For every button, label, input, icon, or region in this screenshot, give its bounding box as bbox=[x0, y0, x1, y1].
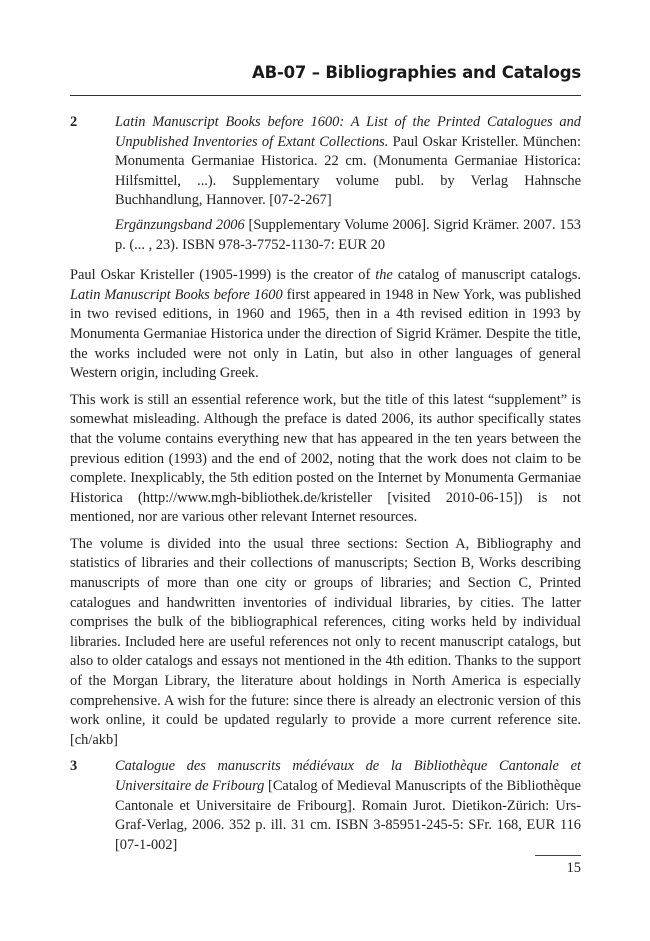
review-paragraph-2: This work is still an essential reference work, but the title of this latest “supplement” is somewhat misleading. Although the preface is dated 2006, its author specifically states that the volume contains everything new that has appeared in the ten years between the previous edition (1993) and the end of 2002, noting that the work does not claim to be complete. Inexplicably, the 5th edition posted on the Internet by Monumenta Germaniae Historica (http://www.mgh-bibliothek.de/kristeller [visited 2010-06-15]) is not mentioned, nor are various other relevant Internet resources. bbox=[70, 391, 581, 526]
text-run: catalog of manuscript catalogs. bbox=[392, 267, 581, 284]
supplement-details: [Supplementary Volume 2006]. Sigrid Krämer. 2007. 153 p. (... , 23). ISBN 978-3-7752-1130-7: EUR 20 bbox=[115, 216, 581, 253]
entry-citation bbox=[115, 113, 581, 211]
page-number: 15 bbox=[566, 860, 581, 876]
entry-citation bbox=[115, 757, 581, 855]
text-run: Paul Oskar Kristeller (1905-1999) is the creator of bbox=[70, 267, 376, 284]
entry-body bbox=[115, 113, 581, 260]
review-paragraph-3: The volume is divided into the usual three sections: Section A, Bibliography and statistics of libraries and their collections of manuscripts; Section B, Works describing manuscripts of more than one city or groups of libraries; and Section C, Printed catalogues and handwritten inventories of individual libraries, by cities. The latter comprises the bulk of the bibliographical references, citing works held by individual libraries. Included here are useful references not only to recent manuscript catalogs, but also to older catalogs and essays not mentioned in the 4th edition. Thanks to the support of the Morgan Library, the literature about holdings in North America is especially comprehensive. A wish for the future: since there is already an electronic version of this work online, it could be updated regularly to provide a more current reference site. [ch/akb] bbox=[70, 535, 581, 748]
citation-details: [Catalog of Medieval Manuscripts of the Bibliothèque Cantonale et Universitaire de Fribourg]. Romain Jurot. Dietikon-Zürich: Urs-Graf-Verlag, 2006. 352 p. ill. 31 cm. ISBN 3-85951-245-5: SFr. 168, EUR 116 [07-1-002] bbox=[115, 778, 582, 853]
entry-body bbox=[115, 757, 581, 860]
page-header-title: AB-07 – Bibliographies and Catalogs bbox=[252, 63, 581, 82]
entry-supplement bbox=[115, 216, 581, 255]
review-paragraph-1 bbox=[70, 266, 581, 384]
header-rule bbox=[70, 95, 581, 96]
bibliography-entry-3 bbox=[70, 757, 581, 860]
book-title: Latin Manuscript Books before 1600 bbox=[70, 286, 283, 303]
supplement-title: Ergänzungsband 2006 bbox=[115, 216, 245, 233]
text-run: first appeared in 1948 in New York, was published in two revised editions, in 1960 and 1965, then in a 4th revised edition in 1993 by Monumenta Germaniae Historica under the direction of Sigrid Krämer. Despite the title, the works included were not only in Latin, but also in other languages of general Western origin, including Greek. bbox=[70, 286, 581, 382]
emphasis-the: the bbox=[375, 267, 393, 284]
citation-details: Paul Oskar Kristeller. München: Monumenta Germaniae Historica. 22 cm. (Monumenta Germaniae Historica: Hilfsmittel, ...). Supplementary volume publ. by Verlag Hahnsche Buchhandlung, Hannover. [07-2-267] bbox=[115, 133, 581, 209]
entry-number: 3 bbox=[70, 758, 78, 775]
citation-title: Catalogue des manuscrits médiévaux de la Bibliothèque Cantonale et Universitaire de Fribourg bbox=[115, 758, 581, 794]
citation-title: Latin Manuscript Books before 1600: A List of the Printed Catalogues and Unpublished Inventories of Extant Collections. bbox=[115, 114, 581, 150]
entry-number: 2 bbox=[70, 114, 78, 130]
footer-rule bbox=[535, 855, 581, 856]
bibliography-entry-2 bbox=[70, 113, 581, 260]
page-content bbox=[70, 113, 581, 866]
